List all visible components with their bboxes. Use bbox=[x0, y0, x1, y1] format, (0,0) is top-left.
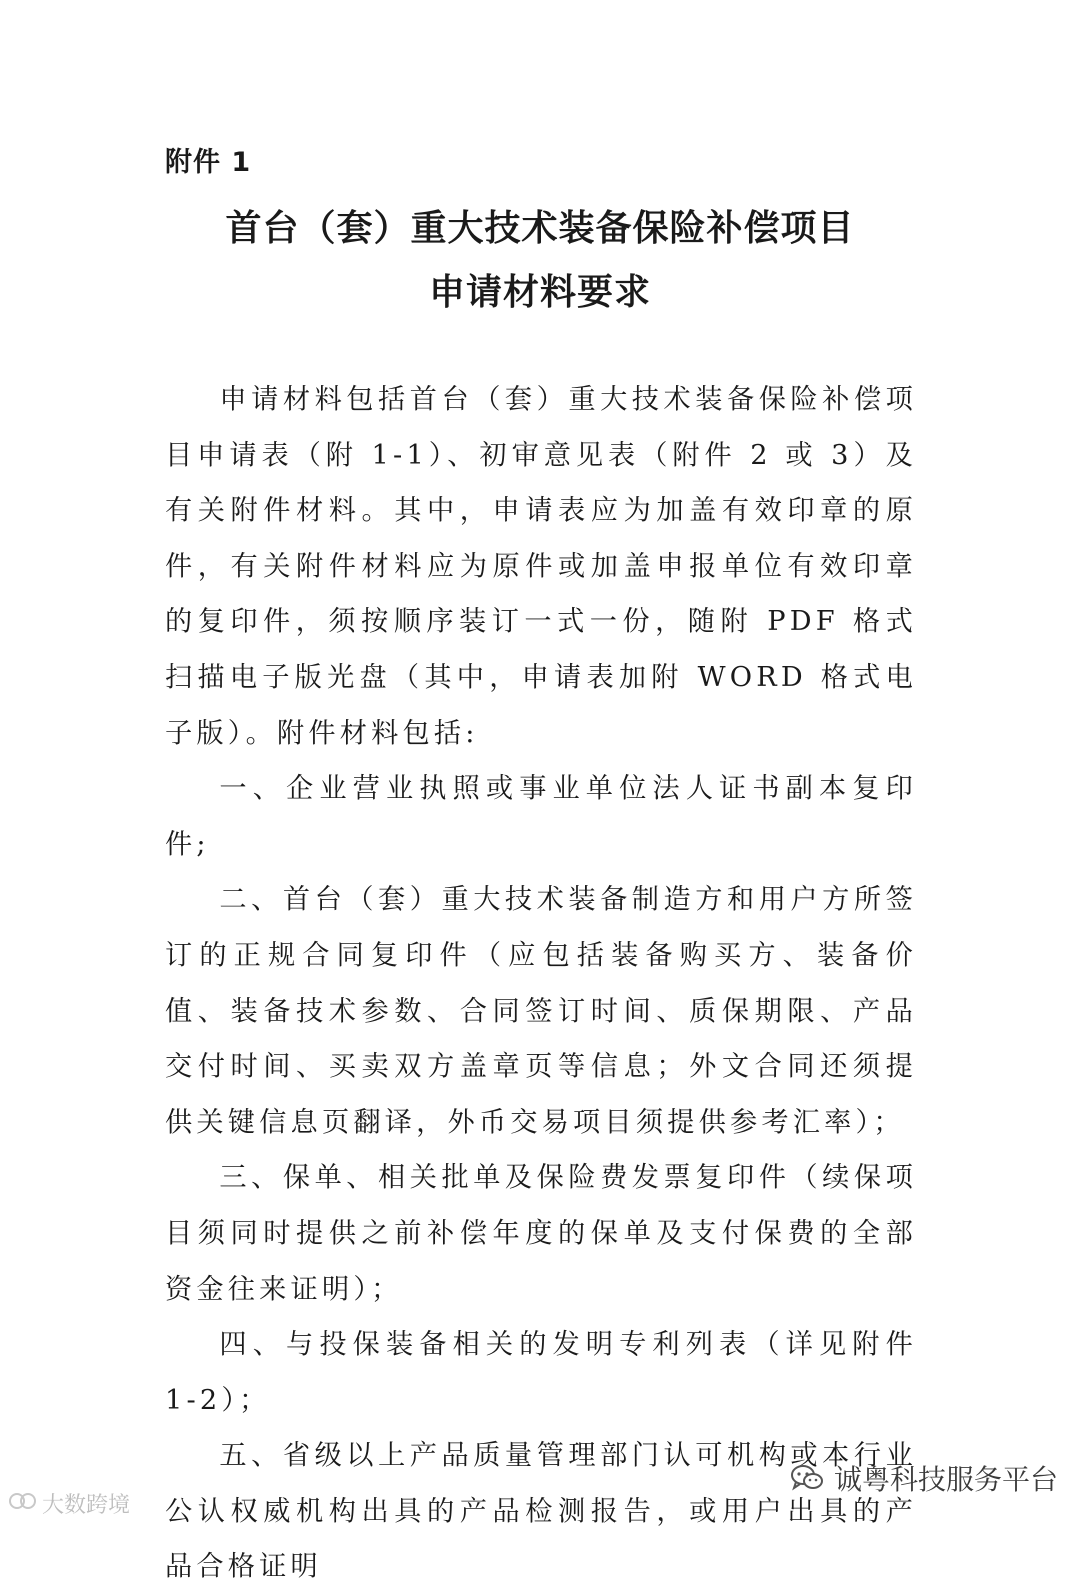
document-title-line1: 首台（套）重大技术装备保险补偿项目 bbox=[225, 207, 855, 249]
wechat-icon bbox=[790, 1464, 824, 1492]
document-title-line2: 申请材料要求 bbox=[428, 271, 651, 313]
wechat-account-name: 诚粤科技服务平台 bbox=[834, 1463, 1059, 1496]
watermark-text: 大数跨境 bbox=[42, 1493, 131, 1518]
paragraph-item-2: 二、首台（套）重大技术装备制造方和用户方所签订的正规合同复印件（应包括装备购买方、装备价值、装备技术参数、合同签订时间、质保期限、产品交付时间、买卖双方盖章页等信息；外文合同还须提供关键信息页翻译，外币交易项目须提供参考汇率）； bbox=[165, 884, 917, 1138]
paragraph-item-1: 一、企业营业执照或事业单位法人证书副本复印件; bbox=[165, 773, 917, 860]
paragraph-intro: 申请材料包括首台（套）重大技术装备保险补偿项目申请表（附 1-1）、初审意见表（附件 2 或 3）及有关附件材料。其中，申请表应为加盖有效印章的原件，有关附件材料应为原件或加盖申报单位有效印章的复印件，须按顺序装订一式一份，随附 PDF 格式扫描电子版光盘（其中，申请表加附 WORD 格式电子版）。附件材料包括: bbox=[165, 384, 917, 749]
watermark-logo-icon bbox=[8, 1490, 38, 1518]
paragraph-item-5: 五、省级以上产品质量管理部门认可机构或本行业公认权威机构出具的产品检测报告，或用户出具的产品合格证明 bbox=[165, 1440, 917, 1583]
wechat-account-badge bbox=[790, 1458, 1058, 1498]
paragraph-item-4: 四、与投保装备相关的发明专利列表（详见附件 1-2）； bbox=[165, 1329, 917, 1416]
paragraph-item-3: 三、保单、相关批单及保险费发票复印件（续保项目须同时提供之前补偿年度的保单及支付保费的全部资金往来证明）； bbox=[165, 1162, 917, 1305]
watermark bbox=[8, 1488, 130, 1519]
document-body bbox=[165, 372, 917, 1595]
attachment-label: 附件 1 bbox=[165, 147, 252, 178]
